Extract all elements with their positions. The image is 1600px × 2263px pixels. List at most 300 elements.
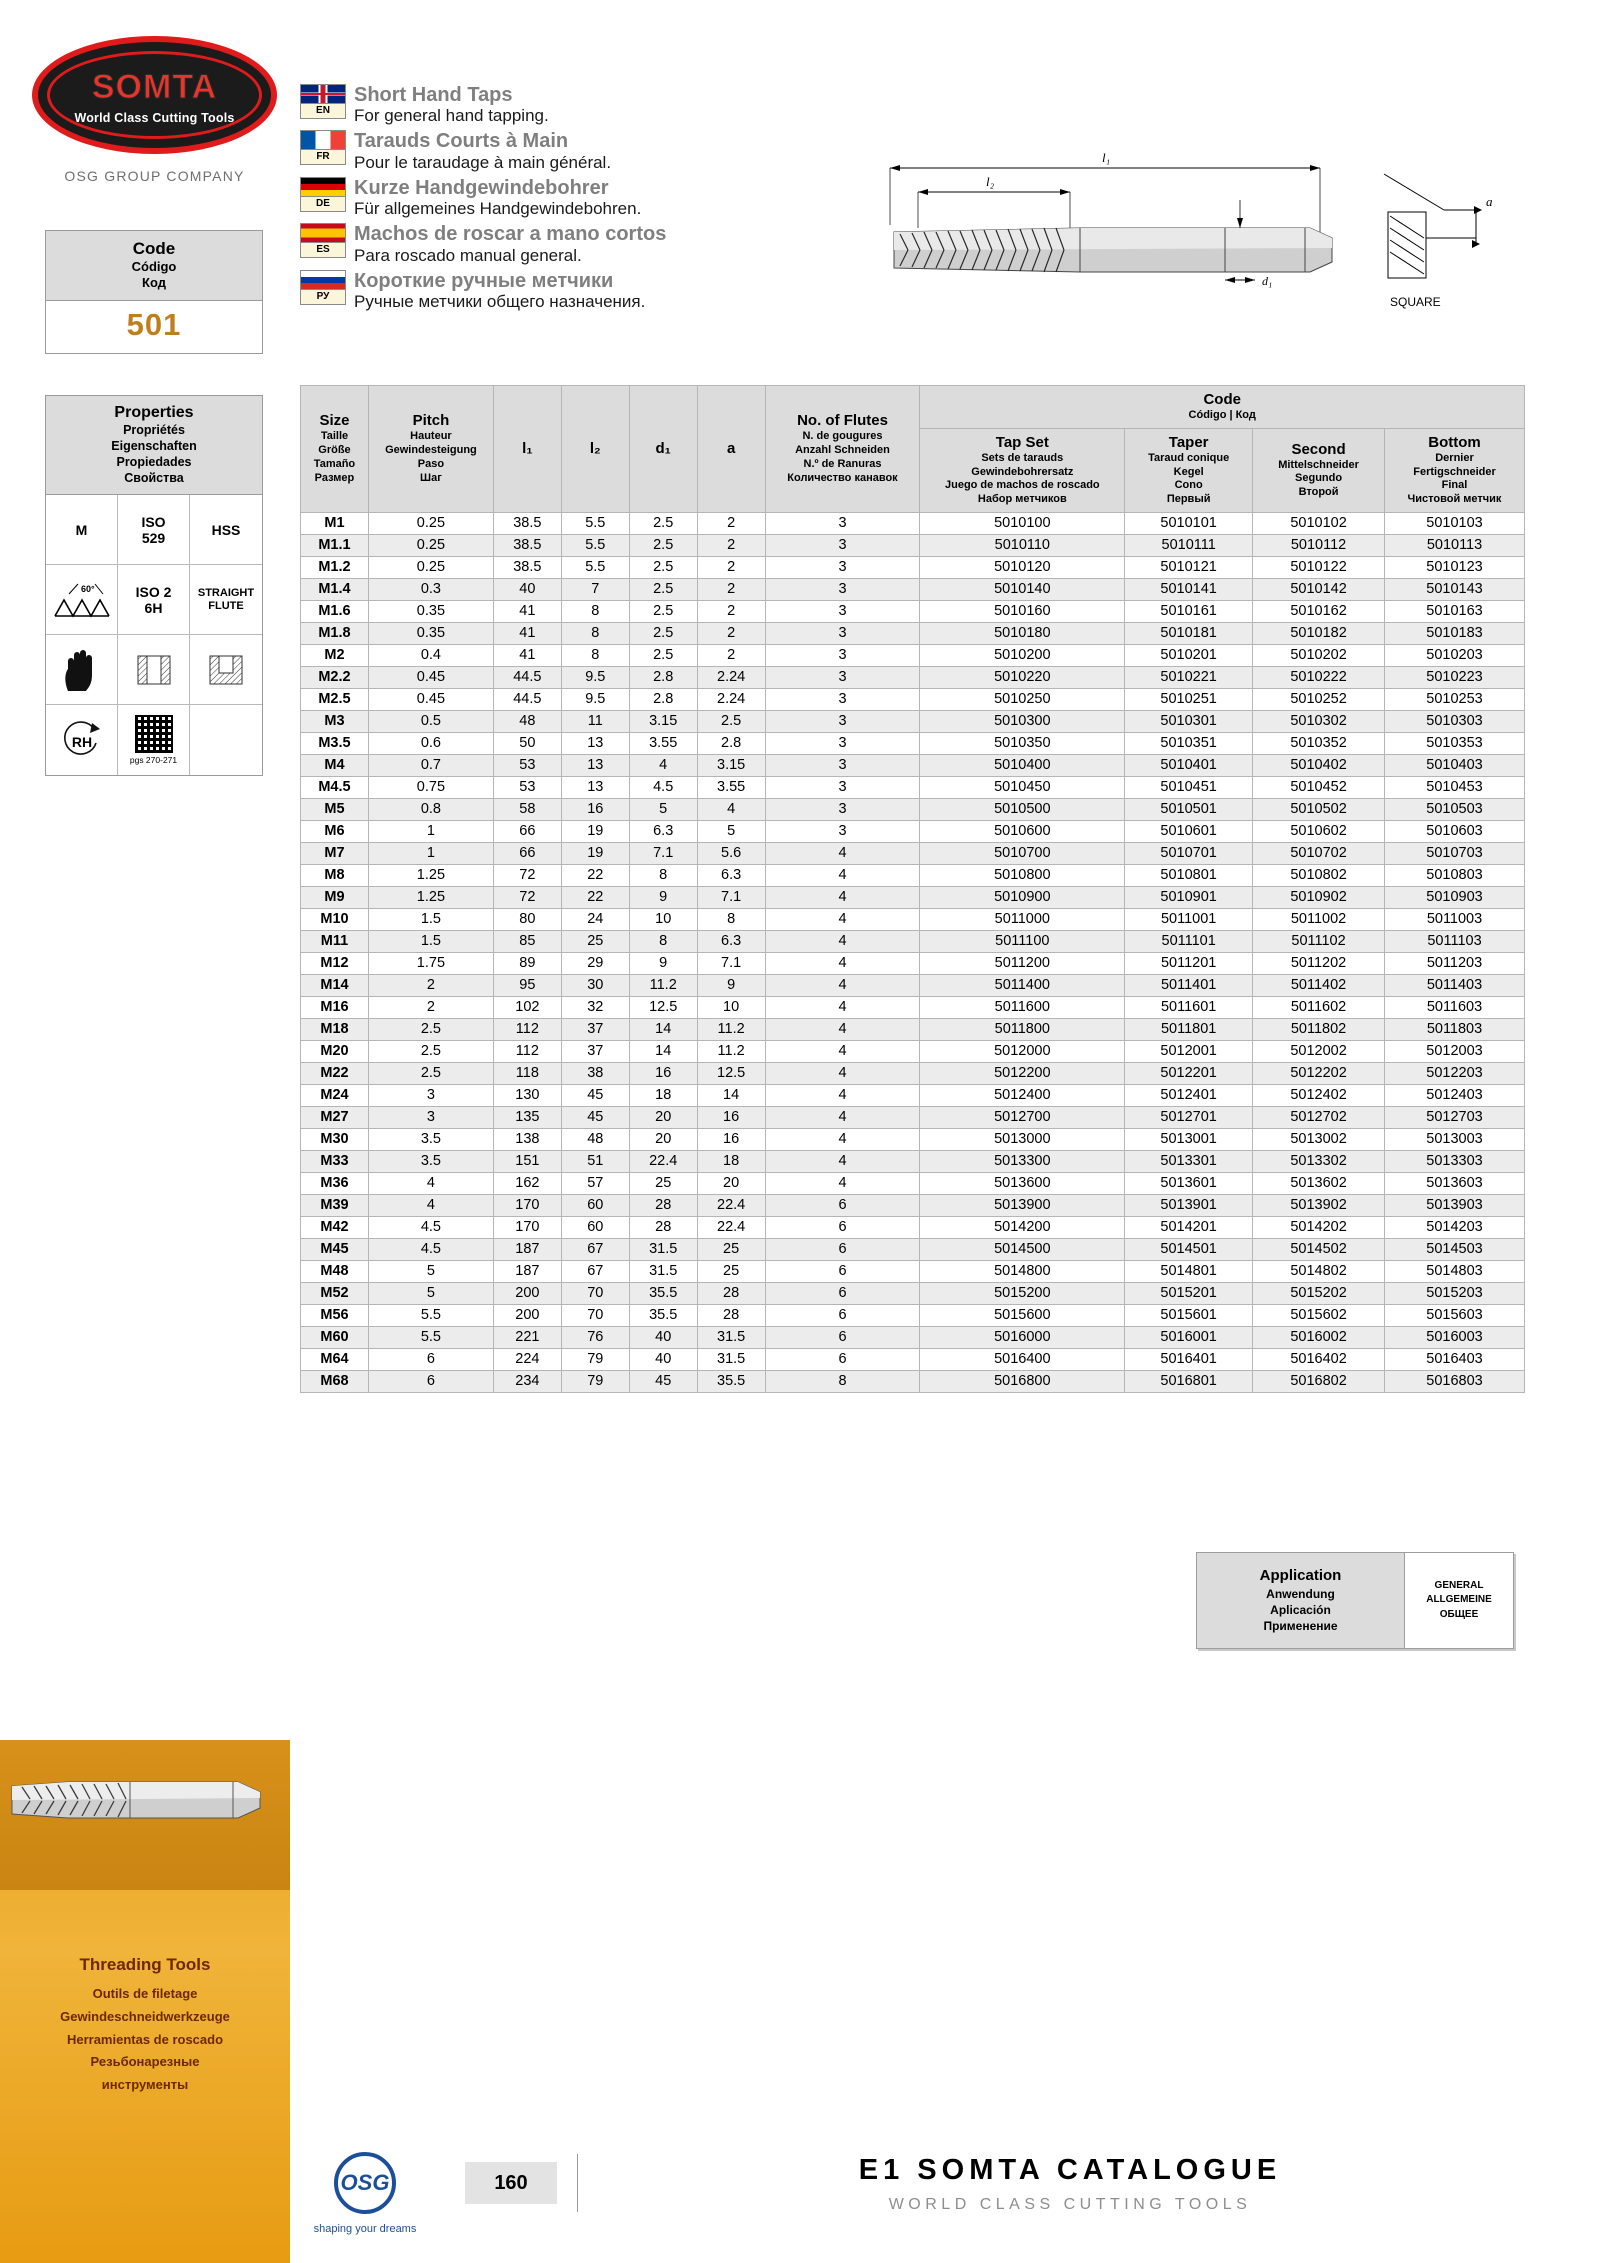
code-box — [45, 230, 263, 354]
table-cell: 5010183 — [1385, 622, 1525, 644]
table-cell: 4.5 — [368, 1216, 493, 1238]
table-row — [301, 1062, 1525, 1084]
cell-size: M16 — [301, 996, 369, 1018]
table-cell: 3.15 — [629, 710, 697, 732]
table-cell: 0.75 — [368, 776, 493, 798]
table-cell: 1 — [368, 842, 493, 864]
table-row — [301, 820, 1525, 842]
table-cell: 5010300 — [920, 710, 1125, 732]
table-cell: 5015602 — [1253, 1304, 1385, 1326]
table-row — [301, 798, 1525, 820]
table-cell: 5012201 — [1125, 1062, 1253, 1084]
table-cell: 3 — [765, 710, 920, 732]
table-cell: 31.5 — [629, 1238, 697, 1260]
table-cell: 14 — [629, 1018, 697, 1040]
table-cell: 5010120 — [920, 556, 1125, 578]
table-cell: 3 — [765, 622, 920, 644]
svg-text:60°: 60° — [80, 583, 95, 594]
table-cell: 2.8 — [629, 688, 697, 710]
table-cell: 8 — [629, 864, 697, 886]
table-cell: 5012703 — [1385, 1106, 1525, 1128]
table-cell: 3 — [765, 666, 920, 688]
table-body — [301, 512, 1525, 1392]
table-row — [301, 754, 1525, 776]
banner-title-fr: Outils de filetage — [92, 1986, 198, 2001]
table-cell: 40 — [629, 1326, 697, 1348]
table-cell: 9 — [629, 886, 697, 908]
table-cell: 5013002 — [1253, 1128, 1385, 1150]
table-cell: 5013301 — [1125, 1150, 1253, 1172]
table-cell: 4 — [697, 798, 765, 820]
col-header-l2: l₂ — [561, 386, 629, 513]
flag-uk-icon — [300, 84, 346, 104]
cell-size: M3.5 — [301, 732, 369, 754]
table-cell: 8 — [561, 644, 629, 666]
table-cell: 5014202 — [1253, 1216, 1385, 1238]
table-cell: 5010600 — [920, 820, 1125, 842]
table-cell: 22 — [561, 886, 629, 908]
cell-size: M45 — [301, 1238, 369, 1260]
table-cell: 3 — [765, 688, 920, 710]
qr-code-icon[interactable] — [135, 715, 173, 753]
table-cell: 5010222 — [1253, 666, 1385, 688]
table-cell: 3 — [765, 578, 920, 600]
table-cell: 5010700 — [920, 842, 1125, 864]
table-cell: 28 — [629, 1194, 697, 1216]
table-cell: 187 — [493, 1260, 561, 1282]
language-row-en — [300, 84, 820, 126]
table-cell: 200 — [493, 1304, 561, 1326]
table-cell: 5011000 — [920, 908, 1125, 930]
table-cell: 45 — [629, 1370, 697, 1392]
table-cell: 10 — [629, 908, 697, 930]
table-cell: 5010403 — [1385, 754, 1525, 776]
table-cell: 28 — [697, 1304, 765, 1326]
prop-standard-iso: ISO — [141, 513, 166, 530]
code-label-en: Code — [132, 239, 176, 258]
table-cell: 6 — [765, 1238, 920, 1260]
table-cell: 2 — [697, 600, 765, 622]
table-cell: 11.2 — [697, 1040, 765, 1062]
table-cell: 5010221 — [1125, 666, 1253, 688]
table-cell: 2.8 — [697, 732, 765, 754]
product-desc-es: Para roscado manual general. — [354, 245, 582, 265]
banner-title-en: Threading Tools — [79, 1955, 211, 1974]
table-cell: 31.5 — [697, 1348, 765, 1370]
table-cell: 5010113 — [1385, 534, 1525, 556]
table-row — [301, 1282, 1525, 1304]
table-cell: 9 — [697, 974, 765, 996]
table-cell: 5014801 — [1125, 1260, 1253, 1282]
col-header-bottom: Bottom Dernier Fertigschneider Final Чистовой метчик — [1385, 428, 1525, 512]
table-cell: 5010351 — [1125, 732, 1253, 754]
table-cell: 5010220 — [920, 666, 1125, 688]
somta-logo — [32, 36, 277, 184]
table-cell: 4 — [765, 1150, 920, 1172]
table-cell: 48 — [493, 710, 561, 732]
table-row — [301, 1084, 1525, 1106]
table-cell: 5016403 — [1385, 1348, 1525, 1370]
table-cell: 5.5 — [561, 534, 629, 556]
table-cell: 5.5 — [561, 512, 629, 534]
table-row — [301, 1018, 1525, 1040]
table-cell: 3 — [765, 644, 920, 666]
cell-size: M56 — [301, 1304, 369, 1326]
cell-size: M6 — [301, 820, 369, 842]
cell-size: M10 — [301, 908, 369, 930]
table-cell: 72 — [493, 864, 561, 886]
osg-logo-mark: OSG — [334, 2152, 396, 2214]
table-cell: 5010250 — [920, 688, 1125, 710]
table-cell: 13 — [561, 732, 629, 754]
table-cell: 6 — [765, 1216, 920, 1238]
table-row — [301, 1150, 1525, 1172]
table-cell: 2 — [697, 556, 765, 578]
language-row-ru — [300, 270, 820, 312]
table-cell: 5012203 — [1385, 1062, 1525, 1084]
table-cell: 5015603 — [1385, 1304, 1525, 1326]
language-text-en — [354, 84, 549, 126]
col-header-second: Second Mittelschneider Segundo Второй — [1253, 428, 1385, 512]
table-cell: 53 — [493, 776, 561, 798]
table-cell: 1.5 — [368, 930, 493, 952]
table-cell: 5013603 — [1385, 1172, 1525, 1194]
cell-size: M60 — [301, 1326, 369, 1348]
table-cell: 4 — [765, 1062, 920, 1084]
table-cell: 4 — [765, 1128, 920, 1150]
table-cell: 5016802 — [1253, 1370, 1385, 1392]
lang-code-en: EN — [300, 104, 346, 119]
table-cell: 224 — [493, 1348, 561, 1370]
table-cell: 5013602 — [1253, 1172, 1385, 1194]
lang-code-es: ES — [300, 243, 346, 258]
table-cell: 3 — [765, 820, 920, 842]
table-cell: 6.3 — [697, 864, 765, 886]
table-cell: 5010121 — [1125, 556, 1253, 578]
table-cell: 5013000 — [920, 1128, 1125, 1150]
application-labels — [1197, 1553, 1404, 1648]
prop-through-hole — [118, 635, 190, 705]
table-cell: 4 — [765, 996, 920, 1018]
table-cell: 5010201 — [1125, 644, 1253, 666]
table-cell: 5010160 — [920, 600, 1125, 622]
table-cell: 4 — [368, 1172, 493, 1194]
table-cell: 0.25 — [368, 556, 493, 578]
table-cell: 3 — [765, 732, 920, 754]
cell-size: M3 — [301, 710, 369, 732]
table-cell: 44.5 — [493, 688, 561, 710]
table-cell: 5016401 — [1125, 1348, 1253, 1370]
table-cell: 16 — [697, 1128, 765, 1150]
osg-logo — [310, 2152, 420, 2235]
table-cell: 2.8 — [629, 666, 697, 688]
flag-russia-icon — [300, 270, 346, 290]
table-cell: 2.5 — [697, 710, 765, 732]
table-cell: 2 — [697, 644, 765, 666]
table-cell: 25 — [629, 1172, 697, 1194]
table-row — [301, 1040, 1525, 1062]
prop-blind-hole — [190, 635, 262, 705]
cell-size: M36 — [301, 1172, 369, 1194]
table-cell: 5011801 — [1125, 1018, 1253, 1040]
cell-size: M5 — [301, 798, 369, 820]
table-cell: 5011601 — [1125, 996, 1253, 1018]
table-cell: 22.4 — [697, 1194, 765, 1216]
table-cell: 4 — [765, 952, 920, 974]
table-cell: 22.4 — [629, 1150, 697, 1172]
table-cell: 28 — [697, 1282, 765, 1304]
table-cell: 2 — [697, 622, 765, 644]
cell-size: M2.5 — [301, 688, 369, 710]
table-cell: 5010100 — [920, 512, 1125, 534]
table-cell: 5010900 — [920, 886, 1125, 908]
cell-size: M64 — [301, 1348, 369, 1370]
banner-title-de: Gewindeschneidwerkzeuge — [60, 2008, 230, 2024]
table-cell: 95 — [493, 974, 561, 996]
table-cell: 5012202 — [1253, 1062, 1385, 1084]
table-cell: 11.2 — [629, 974, 697, 996]
table-cell: 70 — [561, 1282, 629, 1304]
table-cell: 41 — [493, 600, 561, 622]
col-header-flutes: No. of Flutes N. de gougures Anzahl Schneiden N.º de Ranuras Количество канавок — [765, 386, 920, 513]
table-cell: 11 — [561, 710, 629, 732]
banner-tap-illustration — [8, 1768, 273, 1830]
prop-hand-tapping — [46, 635, 118, 705]
table-row — [301, 1326, 1525, 1348]
table-cell: 5016001 — [1125, 1326, 1253, 1348]
table-cell: 5012700 — [920, 1106, 1125, 1128]
table-cell: 79 — [561, 1348, 629, 1370]
table-cell: 5011403 — [1385, 974, 1525, 996]
table-cell: 187 — [493, 1238, 561, 1260]
table-cell: 5010122 — [1253, 556, 1385, 578]
table-row — [301, 732, 1525, 754]
table-cell: 7.1 — [697, 886, 765, 908]
prop-standard — [118, 495, 190, 565]
table-cell: 14 — [697, 1084, 765, 1106]
table-cell: 4 — [765, 1084, 920, 1106]
table-cell: 130 — [493, 1084, 561, 1106]
table-cell: 20 — [697, 1172, 765, 1194]
table-cell: 5010703 — [1385, 842, 1525, 864]
table-cell: 4 — [765, 864, 920, 886]
table-cell: 5011101 — [1125, 930, 1253, 952]
cell-size: M42 — [301, 1216, 369, 1238]
table-cell: 1.25 — [368, 864, 493, 886]
application-value-de: ALLGEMEINE — [1426, 1594, 1492, 1606]
cell-size: M30 — [301, 1128, 369, 1150]
table-cell: 5010181 — [1125, 622, 1253, 644]
table-cell: 0.25 — [368, 534, 493, 556]
table-cell: 2 — [697, 578, 765, 600]
table-cell: 5013300 — [920, 1150, 1125, 1172]
table-cell: 70 — [561, 1304, 629, 1326]
prop-qr[interactable] — [118, 705, 190, 775]
table-cell: 2.5 — [629, 622, 697, 644]
table-cell: 2.5 — [629, 644, 697, 666]
table-header-row-1 — [301, 386, 1525, 429]
table-cell: 0.5 — [368, 710, 493, 732]
table-cell: 32 — [561, 996, 629, 1018]
svg-text:l₁: l₁ — [1102, 150, 1111, 165]
table-cell: 5011102 — [1253, 930, 1385, 952]
table-cell: 8 — [765, 1370, 920, 1392]
table-cell: 5010803 — [1385, 864, 1525, 886]
table-cell: 7 — [561, 578, 629, 600]
table-cell: 2.5 — [629, 578, 697, 600]
table-cell: 8 — [697, 908, 765, 930]
table-cell: 5010163 — [1385, 600, 1525, 622]
table-row — [301, 842, 1525, 864]
flag-fr-wrap — [300, 130, 346, 165]
table-cell: 0.25 — [368, 512, 493, 534]
table-cell: 5013901 — [1125, 1194, 1253, 1216]
prop-metric-label: M — [75, 521, 88, 538]
table-cell: 5016000 — [920, 1326, 1125, 1348]
table-cell: 5013003 — [1385, 1128, 1525, 1150]
table-cell: 4 — [765, 886, 920, 908]
table-cell: 67 — [561, 1260, 629, 1282]
table-cell: 2 — [697, 512, 765, 534]
flag-de-wrap — [300, 177, 346, 212]
table-cell: 37 — [561, 1040, 629, 1062]
prop-tolerance-class: 6H — [144, 599, 163, 616]
table-cell: 5015200 — [920, 1282, 1125, 1304]
table-cell: 9.5 — [561, 666, 629, 688]
table-cell: 3 — [765, 534, 920, 556]
table-cell: 5010112 — [1253, 534, 1385, 556]
table-cell: 4 — [765, 974, 920, 996]
cell-size: M27 — [301, 1106, 369, 1128]
table-row — [301, 1172, 1525, 1194]
table-cell: 5010162 — [1253, 600, 1385, 622]
table-cell: 5 — [697, 820, 765, 842]
table-cell: 5014502 — [1253, 1238, 1385, 1260]
table-cell: 5011201 — [1125, 952, 1253, 974]
table-cell: 4 — [368, 1194, 493, 1216]
code-label-ru: Код — [142, 274, 166, 290]
table-cell: 5013601 — [1125, 1172, 1253, 1194]
table-cell: 66 — [493, 820, 561, 842]
col-header-code-group: Code Código | Код — [920, 386, 1525, 429]
properties-label-ru: Свойства — [124, 471, 184, 486]
table-row — [301, 1238, 1525, 1260]
table-row — [301, 578, 1525, 600]
table-cell: 6 — [765, 1326, 920, 1348]
table-cell: 3.55 — [697, 776, 765, 798]
table-cell: 5010400 — [920, 754, 1125, 776]
table-cell: 0.45 — [368, 666, 493, 688]
application-values — [1404, 1553, 1513, 1648]
table-cell: 6 — [765, 1260, 920, 1282]
product-title-en: Short Hand Taps — [354, 84, 513, 106]
svg-text:l₂: l₂ — [986, 174, 995, 189]
cell-size: M2 — [301, 644, 369, 666]
table-cell: 5010180 — [920, 622, 1125, 644]
table-cell: 3 — [765, 556, 920, 578]
table-cell: 9 — [629, 952, 697, 974]
table-cell: 5011600 — [920, 996, 1125, 1018]
logo-oval — [32, 36, 277, 154]
square-label: SQUARE — [1390, 295, 1441, 309]
cell-size: M2.2 — [301, 666, 369, 688]
table-cell: 5012401 — [1125, 1084, 1253, 1106]
table-cell: 5011100 — [920, 930, 1125, 952]
table-cell: 5010401 — [1125, 754, 1253, 776]
table-cell: 20 — [629, 1128, 697, 1150]
prop-flute-l2: FLUTE — [208, 599, 244, 612]
table-cell: 5011803 — [1385, 1018, 1525, 1040]
table-cell: 57 — [561, 1172, 629, 1194]
table-cell: 22 — [561, 864, 629, 886]
table-cell: 2.24 — [697, 666, 765, 688]
table-row — [301, 930, 1525, 952]
table-cell: 40 — [493, 578, 561, 600]
table-cell: 5 — [368, 1282, 493, 1304]
table-cell: 5012702 — [1253, 1106, 1385, 1128]
table-cell: 5010161 — [1125, 600, 1253, 622]
table-cell: 5010503 — [1385, 798, 1525, 820]
table-cell: 3 — [765, 798, 920, 820]
table-cell: 5011603 — [1385, 996, 1525, 1018]
language-text-es — [354, 223, 666, 265]
logo-brand-name: SOMTA — [91, 67, 218, 106]
code-box-header — [46, 231, 262, 301]
table-row — [301, 1216, 1525, 1238]
footer-divider — [577, 2154, 578, 2212]
table-cell: 5013900 — [920, 1194, 1125, 1216]
table-cell: 12.5 — [629, 996, 697, 1018]
table-row — [301, 534, 1525, 556]
table-cell: 5015601 — [1125, 1304, 1253, 1326]
table-cell: 45 — [561, 1106, 629, 1128]
table-cell: 5010203 — [1385, 644, 1525, 666]
lang-code-fr: FR — [300, 150, 346, 165]
table-cell: 5016402 — [1253, 1348, 1385, 1370]
table-cell: 5013001 — [1125, 1128, 1253, 1150]
table-cell: 200 — [493, 1282, 561, 1304]
table-cell: 80 — [493, 908, 561, 930]
table-cell: 5010453 — [1385, 776, 1525, 798]
table-cell: 2.5 — [368, 1062, 493, 1084]
svg-text:a: a — [1486, 194, 1493, 209]
table-cell: 5016800 — [920, 1370, 1125, 1392]
table-row — [301, 974, 1525, 996]
table-cell: 5016803 — [1385, 1370, 1525, 1392]
cell-size: M22 — [301, 1062, 369, 1084]
table-cell: 138 — [493, 1128, 561, 1150]
table-cell: 2 — [368, 974, 493, 996]
table-row — [301, 864, 1525, 886]
table-cell: 45 — [561, 1084, 629, 1106]
table-cell: 9.5 — [561, 688, 629, 710]
table-cell: 24 — [561, 908, 629, 930]
table-cell: 5010801 — [1125, 864, 1253, 886]
table-cell: 22.4 — [697, 1216, 765, 1238]
table-cell: 60 — [561, 1194, 629, 1216]
table-row — [301, 1106, 1525, 1128]
table-cell: 28 — [629, 1216, 697, 1238]
col-header-pitch: Pitch Hauteur Gewindesteigung Paso Шаг — [368, 386, 493, 513]
cell-size: M48 — [301, 1260, 369, 1282]
table-row — [301, 1260, 1525, 1282]
table-cell: 5014201 — [1125, 1216, 1253, 1238]
table-row — [301, 996, 1525, 1018]
table-cell: 5.6 — [697, 842, 765, 864]
table-cell: 5012200 — [920, 1062, 1125, 1084]
table-cell: 50 — [493, 732, 561, 754]
table-cell: 5010140 — [920, 578, 1125, 600]
